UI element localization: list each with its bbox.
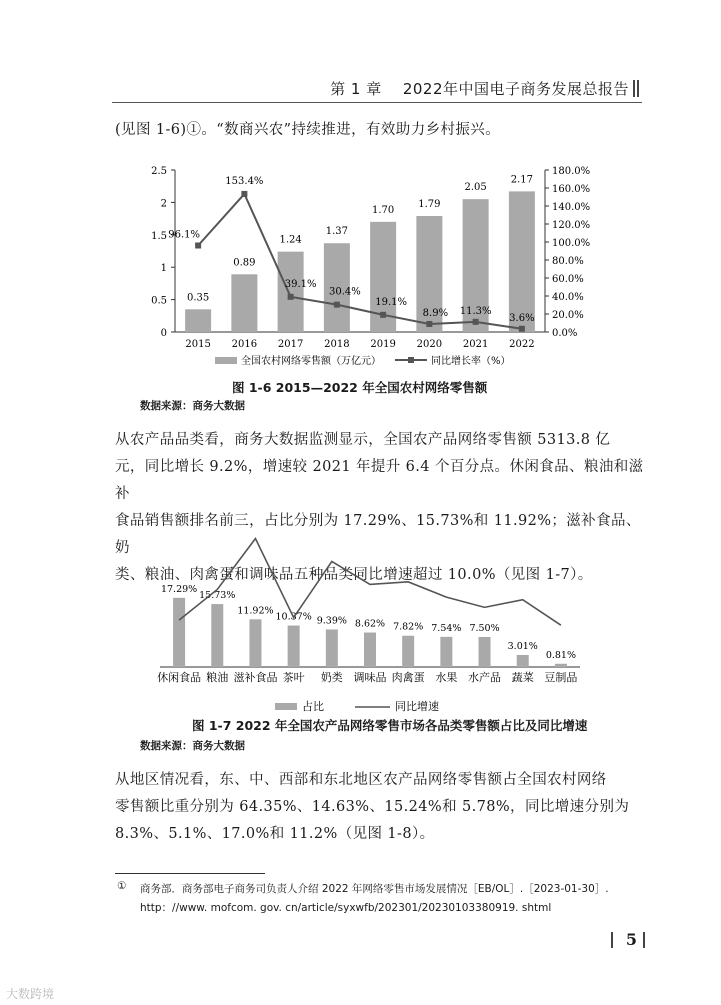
x-tick-label: 滋补食品 (233, 671, 278, 684)
watermark-logo: 大数跨境 (6, 987, 55, 1001)
bar-value-label: 1.24 (279, 234, 302, 246)
figure-1-7-source: 数据来源：商务大数据 (140, 740, 245, 752)
growth-point (473, 319, 479, 325)
y2-tick-label: 40.0% (552, 292, 584, 303)
bar (288, 626, 300, 667)
x-tick-label: 2015 (185, 339, 211, 350)
bar (509, 191, 535, 332)
fig6-legend (215, 354, 511, 367)
legend-swatch-bar (215, 357, 237, 364)
y-tick-label: 2 (160, 198, 167, 210)
bar-value-label: 3.01% (507, 640, 538, 652)
bar (185, 309, 211, 332)
bar-value-label: 7.82% (393, 621, 424, 633)
paragraph-line: 元，同比增长 9.2%，增速较 2021 年提升 6.4 个百分点。休闲食品、粮油和滋补 (115, 459, 644, 502)
bar-value-label: 9.39% (316, 615, 347, 627)
x-tick-label: 2018 (324, 339, 350, 350)
bar (173, 598, 185, 667)
y2-tick-label: 120.0% (552, 220, 591, 231)
y2-tick-label: 20.0% (552, 310, 584, 321)
paragraph-regions (115, 767, 645, 848)
y-tick-label: 2.5 (151, 166, 167, 177)
bar (364, 633, 376, 667)
bar (231, 274, 257, 332)
bar-value-label: 7.50% (469, 623, 500, 634)
bar-value-label: 2.05 (464, 182, 487, 194)
bar (326, 629, 338, 667)
paragraph-line: 类、粮油、肉禽蛋和调味品五种品类同比增速超过 10.0%（见图 1-7）。 (115, 567, 593, 583)
y2-tick-label: 160.0% (552, 184, 591, 195)
figure-1-6-source: 数据来源：商务大数据 (140, 400, 245, 412)
bar-value-label: 0.81% (545, 649, 577, 661)
growth-value-label: 19.1% (375, 296, 408, 308)
bar (440, 637, 452, 667)
growth-value-label: 30.4% (328, 286, 361, 298)
paragraph-line: 从农产品品类看，商务大数据监测显示，全国农产品网络零售额 5313.8 亿 (115, 432, 611, 448)
footnote-rule (115, 873, 265, 874)
growth-point (288, 294, 294, 300)
page-bar-right (643, 932, 645, 952)
page-number: 5 (625, 930, 637, 949)
figure-1-6-chart (115, 158, 595, 378)
y2-tick-label: 180.0% (552, 166, 591, 177)
growth-point (334, 302, 340, 308)
x-tick-label: 肉禽蛋 (391, 671, 425, 684)
x-tick-label: 调味品 (353, 671, 387, 684)
y2-tick-label: 60.0% (552, 274, 584, 285)
chapter-title: 2022年中国电子商务发展总报告 (402, 80, 629, 98)
paragraph-line: 从地区情况看，东、中、西部和东北地区农产品网络零售额占全国农村网络 (115, 772, 607, 788)
footnote-mark: ① (117, 880, 127, 892)
header-bars-decoration (633, 80, 645, 97)
legend-label-line: 同比增速 (395, 700, 439, 713)
y-tick-label: 0.5 (151, 295, 167, 307)
bar-value-label: 7.54% (431, 622, 462, 634)
fig7-legend (275, 699, 439, 713)
legend-label-bar: 占比 (302, 700, 324, 713)
y-tick-label: 1.5 (151, 230, 167, 242)
x-tick-label: 水果 (435, 671, 458, 684)
bar-value-label: 8.62% (354, 618, 386, 630)
bar (479, 637, 491, 667)
growth-value-label: 3.6% (509, 312, 535, 324)
y-tick-label: 0 (160, 328, 167, 339)
bar-value-label: 2.17 (510, 174, 534, 186)
bar (278, 252, 304, 332)
growth-point (195, 243, 201, 249)
x-tick-label: 蔬菜 (511, 671, 534, 684)
x-tick-label: 休闲食品 (157, 671, 202, 684)
bar-value-label: 0.35 (186, 292, 210, 304)
x-tick-label: 2016 (231, 339, 258, 350)
bar (211, 604, 223, 667)
growth-value-label: 11.3% (459, 305, 492, 317)
bar-value-label: 17.29% (160, 583, 198, 595)
x-tick-label: 2021 (462, 339, 489, 350)
bar-value-label: 0.89 (233, 257, 256, 269)
footnote (140, 880, 640, 918)
bar-value-label: 11.92% (237, 605, 274, 617)
legend-swatch-marker (408, 357, 414, 363)
legend-label-bar: 全国农村网络零售额（万亿元） (241, 356, 381, 367)
growth-point (241, 191, 247, 197)
x-tick-label: 粮油 (206, 671, 229, 684)
y2-tick-label: 0.0% (552, 328, 578, 339)
intro-line: (见图 1-6)①。“数商兴农”持续推进，有效助力乡村振兴。 (115, 122, 501, 138)
x-tick-label: 茶叶 (282, 671, 305, 684)
bar-value-label: 1.37 (325, 226, 349, 238)
paragraph-line: 零售额比重分别为 64.35%、14.63%、15.24%和 5.78%，同比增速分别为 (115, 799, 630, 815)
x-tick-label: 2019 (370, 339, 396, 350)
growth-point (380, 312, 386, 318)
x-tick-label: 2020 (416, 339, 443, 350)
bar (402, 636, 414, 667)
figure-1-6-caption: 图 1-6 2015—2022 年全国农村网络零售额 (232, 380, 488, 395)
figure-1-7-caption: 图 1-7 2022 年全国农产品网络零售市场各品类零售额占比及同比增速 (192, 718, 588, 733)
bar (517, 655, 529, 667)
running-header (330, 78, 629, 99)
bar-value-label: 10.37% (275, 611, 312, 623)
paragraph-line: 食品销售额排名前三，占比分别为 17.29%、15.73%和 11.92%；滋补食品、奶 (115, 513, 641, 556)
x-tick-label: 豆制品 (544, 671, 578, 684)
bar-value-label: 15.73% (199, 590, 236, 602)
legend-swatch-bar (275, 703, 297, 710)
growth-value-label: 153.4% (225, 175, 264, 187)
y2-tick-label: 100.0% (552, 238, 591, 249)
growth-point (426, 321, 432, 327)
header-rule (112, 102, 642, 103)
growth-value-label: 96.1% (168, 229, 201, 241)
x-tick-label: 2022 (509, 339, 535, 350)
page-bar-left (611, 932, 613, 952)
growth-point (519, 326, 525, 332)
footnote-line: http：//www. mofcom. gov. cn/article/syxwfb/202301/20230103380919. shtml (140, 902, 552, 914)
footnote-line: 商务部．商务部电子商务司负责人介绍 2022 年网络零售市场发展情况［EB/OL］.［2023-01-30］. (140, 883, 609, 895)
growth-value-label: 8.9% (422, 307, 449, 319)
fig7-bars (157, 584, 580, 684)
bar (555, 664, 567, 667)
x-tick-label: 奶类 (320, 671, 343, 684)
bar-value-label: 1.70 (371, 204, 395, 216)
chapter-label: 第 1 章 (330, 80, 382, 98)
x-tick-label: 2017 (277, 339, 304, 350)
y2-tick-label: 140.0% (552, 202, 591, 213)
y2-tick-label: 80.0% (552, 256, 584, 267)
figure-1-7-chart (140, 535, 600, 715)
paragraph-line: 8.3%、5.1%、17.0%和 11.2%（见图 1-8）。 (115, 826, 435, 842)
x-tick-label: 水产品 (468, 671, 502, 684)
growth-value-label: 39.1% (284, 278, 317, 290)
legend-label-line: 同比增长率（%） (431, 356, 511, 367)
y-tick-label: 1 (160, 263, 167, 275)
bar-value-label: 1.79 (418, 199, 441, 211)
bar (249, 619, 261, 667)
